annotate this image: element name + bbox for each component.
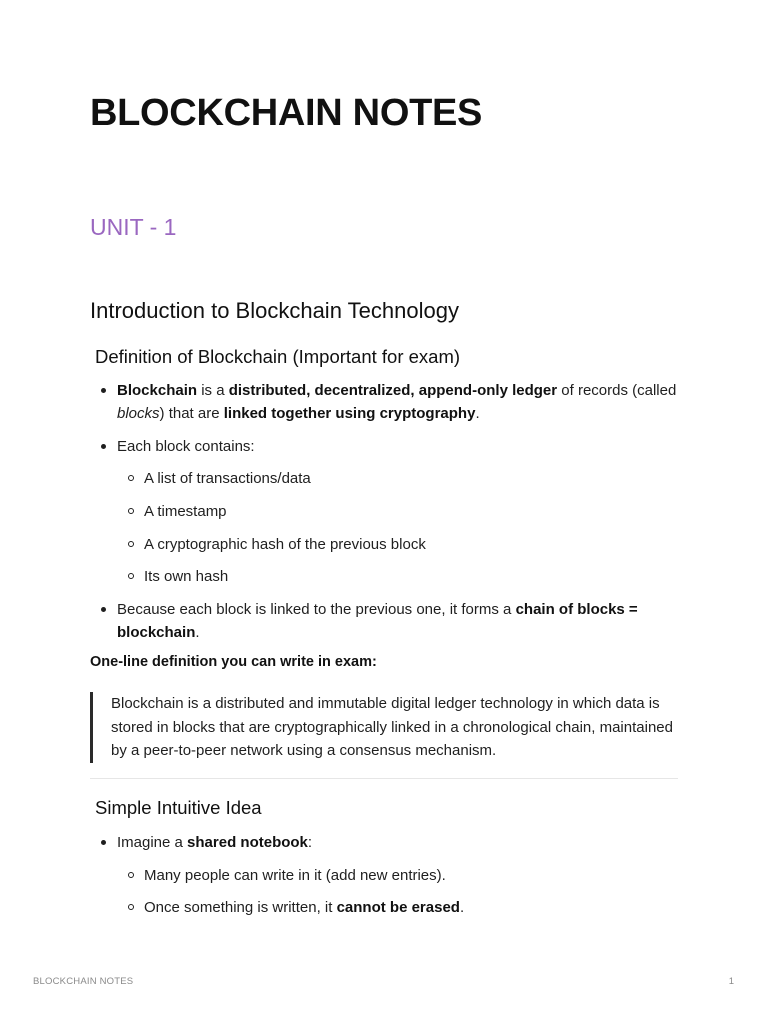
text-fragment: Once something is written, it — [144, 899, 337, 916]
bold-fragment: linked together using cryptography — [223, 405, 476, 422]
text-fragment: is a — [197, 382, 229, 399]
term-blockchain: Blockchain — [117, 382, 198, 399]
section-heading: Introduction to Blockchain Technology — [90, 298, 459, 323]
bold-fragment: distributed, decentralized, append-only ledger — [228, 382, 558, 399]
text-fragment: of records (called — [557, 382, 677, 399]
list-item — [117, 831, 677, 854]
text-fragment: . — [195, 624, 200, 641]
section-divider — [90, 778, 678, 779]
sub-list-item — [144, 896, 674, 919]
bold-fragment: shared notebook — [187, 834, 308, 851]
footer-title: BLOCKCHAIN NOTES — [33, 976, 134, 987]
sub-list-item: A list of transactions/data — [144, 467, 674, 490]
sub-list-item: A cryptographic hash of the previous block — [144, 533, 674, 556]
sub-list-item: A timestamp — [144, 500, 674, 523]
document-title: BLOCKCHAIN NOTES — [90, 92, 483, 134]
list-item — [117, 379, 677, 425]
text-fragment: ) that are — [159, 405, 224, 422]
intuitive-heading: Simple Intuitive Idea — [95, 797, 262, 818]
sub-list-item: Its own hash — [144, 565, 674, 588]
italic-fragment: blocks — [117, 405, 160, 422]
list-item: Each block contains: — [117, 435, 677, 458]
bold-fragment: chain of blocks = blockchain — [117, 601, 638, 641]
unit-heading: UNIT - 1 — [90, 214, 177, 240]
definition-heading: Definition of Blockchain (Important for exam) — [95, 346, 461, 367]
oneline-definition-label: One-line definition you can write in exam: — [90, 654, 377, 670]
bold-fragment: cannot be erased — [336, 899, 460, 916]
page-number: 1 — [728, 976, 734, 987]
definition-blockquote: Blockchain is a distributed and immutable digital ledger technology in which data is stored in blocks that are cryptographically linked in a chronological chain, maintained by a peer-to-peer network using a consensus mechanism. — [90, 692, 676, 763]
text-fragment: : — [307, 834, 313, 851]
list-item — [117, 598, 677, 644]
sub-list-item: Many people can write in it (add new entries). — [144, 864, 674, 887]
text-fragment: Imagine a — [117, 834, 188, 851]
text-fragment: Because each block is linked to the previous one, it forms a — [117, 601, 516, 618]
text-fragment: . — [459, 899, 465, 916]
text-fragment: . — [475, 405, 480, 422]
